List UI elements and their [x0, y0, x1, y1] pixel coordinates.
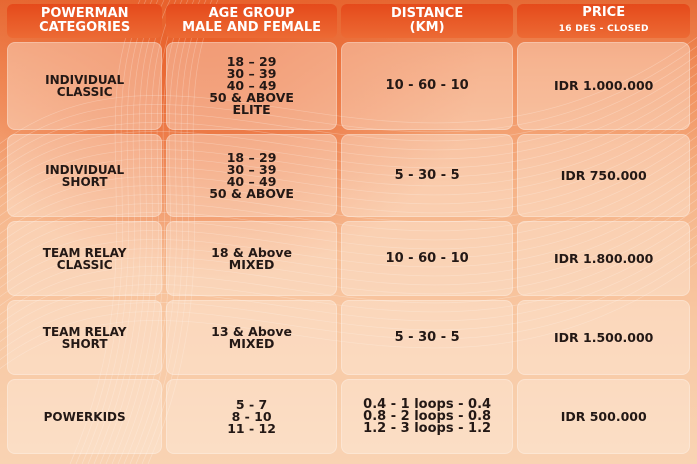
price-cell: [517, 379, 690, 454]
header-categories-line: POWERMAN: [40, 6, 129, 21]
header-categories: [7, 4, 162, 38]
category-cell: [7, 134, 162, 217]
age-line: MIXED: [228, 256, 275, 272]
price-cell: [517, 221, 690, 296]
price-cell: [517, 134, 690, 217]
distance-line: 10 - 60 - 10: [385, 250, 469, 266]
age-line: ELITE: [232, 102, 271, 117]
age-group-cell: [166, 42, 337, 130]
age-line: 5 - 7: [235, 396, 268, 412]
categories-table: [3, 0, 694, 458]
table-row: [7, 134, 690, 217]
distance-line: 0.4 - 1 loops - 0.4: [363, 396, 492, 412]
header-distance-line: DISTANCE: [391, 6, 464, 21]
category-line: SHORT: [61, 336, 108, 351]
age-line: 40 – 49: [226, 173, 277, 189]
category-cell: [7, 221, 162, 296]
price-value: IDR 500.000: [560, 408, 647, 424]
distance-cell: [341, 42, 514, 130]
category-cell: [7, 42, 162, 130]
distance-line: 5 - 30 - 5: [394, 329, 460, 345]
price-cell: [517, 42, 690, 130]
distance-cell: [341, 221, 514, 296]
category-line: TEAM RELAY: [42, 245, 127, 260]
table-row: [7, 42, 690, 130]
price-value: IDR 1.500.000: [554, 329, 654, 345]
category-line: CLASSIC: [56, 257, 113, 272]
category-line: INDIVIDUAL: [45, 162, 125, 177]
age-line: 30 – 39: [226, 161, 277, 177]
distance-line: 10 - 60 - 10: [385, 78, 469, 93]
category-line: TEAM RELAY: [42, 324, 127, 339]
distance-line: 0.8 - 2 loops - 0.8: [363, 408, 492, 424]
price-value: IDR 1.000.000: [554, 78, 654, 93]
age-line: 11 - 12: [227, 420, 276, 436]
age-line: 13 & Above: [211, 323, 292, 339]
age-group-cell: [166, 379, 337, 454]
header-age-group: [166, 4, 337, 38]
age-line: 18 & Above: [211, 244, 292, 260]
price-value: IDR 1.800.000: [554, 250, 654, 266]
category-line: SHORT: [61, 174, 108, 189]
category-cell: [7, 379, 162, 454]
header-age-line: MALE AND FEMALE: [182, 20, 322, 35]
age-line: 40 – 49: [226, 78, 277, 93]
distance-cell: [341, 300, 514, 375]
age-group-cell: [166, 134, 337, 217]
table-row: [7, 300, 690, 375]
header-row: [7, 4, 690, 38]
category-cell: [7, 300, 162, 375]
age-line: 50 & ABOVE: [209, 185, 294, 201]
header-age-line: AGE GROUP: [208, 6, 295, 21]
distance-cell: [341, 379, 514, 454]
age-line: 8 - 10: [231, 408, 272, 424]
header-distance: [341, 4, 514, 38]
header-categories-line: CATEGORIES: [39, 20, 131, 35]
category-line: INDIVIDUAL: [45, 73, 125, 87]
category-line: POWERKIDS: [43, 409, 126, 424]
age-line: 50 & ABOVE: [209, 90, 294, 105]
header-price-note: 16 DES - CLOSED: [558, 24, 649, 34]
table-row: [7, 221, 690, 296]
age-line: 18 – 29: [226, 149, 277, 165]
age-line: 30 – 39: [226, 66, 277, 81]
distance-cell: [341, 134, 514, 217]
category-line: CLASSIC: [56, 85, 113, 99]
price-value: IDR 750.000: [560, 167, 647, 183]
header-price: [517, 4, 690, 38]
table-row: [7, 379, 690, 454]
age-line: MIXED: [228, 335, 275, 351]
header-distance-line: (KM): [409, 20, 445, 35]
distance-line: 1.2 - 3 loops - 1.2: [363, 420, 492, 436]
header-price-label: PRICE: [582, 5, 626, 20]
distance-line: 5 - 30 - 5: [394, 167, 460, 183]
price-cell: [517, 300, 690, 375]
age-group-cell: [166, 300, 337, 375]
age-line: 18 – 29: [226, 54, 277, 69]
age-group-cell: [166, 221, 337, 296]
